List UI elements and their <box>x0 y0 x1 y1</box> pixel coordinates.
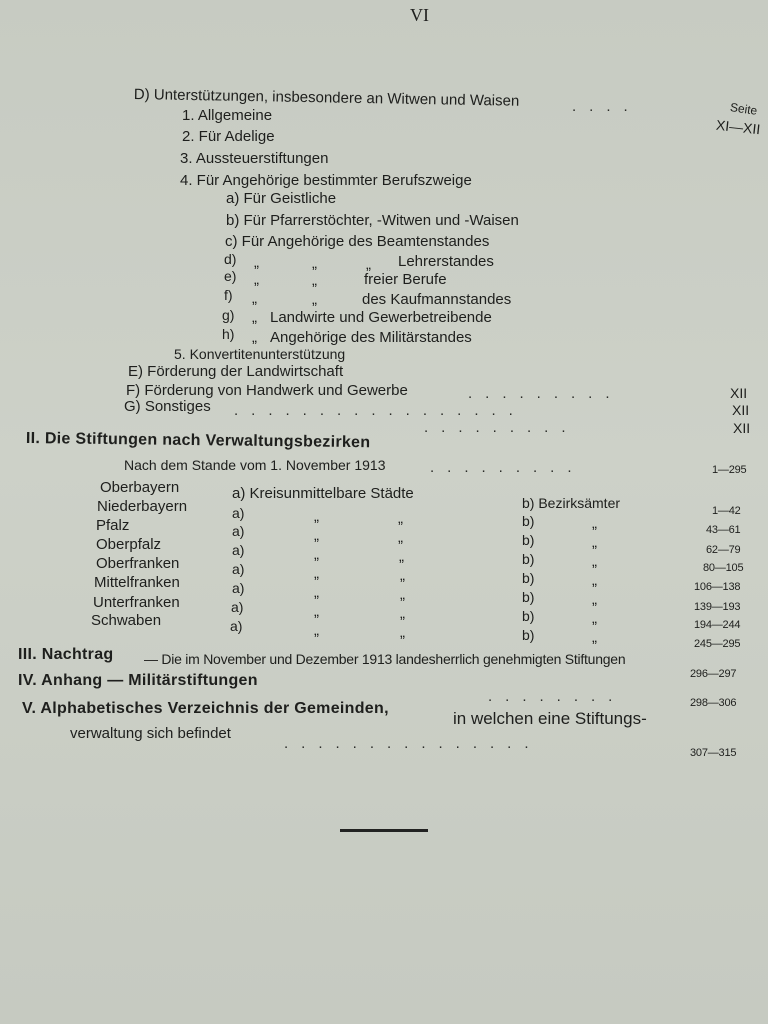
column-a-label: a) <box>232 542 245 558</box>
ditto-mark: „ <box>592 572 597 589</box>
ditto-mark: „ <box>400 605 405 622</box>
ditto-mark: „ <box>254 254 259 271</box>
column-b-label: b) <box>522 589 535 605</box>
ditto-mark: „ <box>254 271 259 288</box>
section-g-pages: XII <box>732 402 750 418</box>
column-b-label: b) <box>522 513 535 529</box>
district-name: Mittelfranken <box>94 574 180 591</box>
leader-dots: ......... <box>424 419 579 436</box>
toc-item: 3. Aussteuerstiftungen <box>180 150 329 167</box>
column-a-label: a) <box>230 618 243 634</box>
section-ii-title: II. Die Stiftungen nach Verwaltungsbezirken <box>25 430 371 452</box>
leader-dots: ................. <box>234 402 526 419</box>
toc-subitem: c) Für Angehörige des Beamtenstandes <box>225 233 490 250</box>
ditto-mark: „ <box>314 584 319 601</box>
toc-subitem: a) Für Geistliche <box>226 190 337 207</box>
subitem-label: g) <box>222 307 235 323</box>
district-name: Unterfranken <box>93 594 180 611</box>
district-name: Pfalz <box>96 517 130 534</box>
column-b-label: b) <box>522 551 535 567</box>
column-a-label: a) <box>232 580 245 596</box>
district-pages: 62—79 <box>706 544 741 556</box>
district-pages: 1—42 <box>712 505 741 517</box>
ditto-mark: „ <box>312 255 317 272</box>
ditto-mark: „ <box>314 565 319 582</box>
district-name: Oberbayern <box>100 479 180 496</box>
toc-subitem-text: des Kaufmannstandes <box>362 291 512 308</box>
section-f-pages: XII <box>730 385 748 401</box>
ditto-mark: „ <box>366 256 371 273</box>
district-pages: 106—138 <box>694 581 741 593</box>
ditto-mark: „ <box>399 548 404 565</box>
column-b-label: b) <box>522 532 535 548</box>
column-a-label: a) <box>232 561 245 577</box>
section-ii-pages: 1—295 <box>712 464 747 476</box>
section-iii-text: — Die im November und Dezember 1913 landesherrlich genehmigten Stiftungen <box>144 651 626 667</box>
subitem-label: f) <box>224 287 233 303</box>
subitem-label: d) <box>224 251 237 267</box>
district-name: Oberpfalz <box>96 536 162 553</box>
page-number: VI <box>410 5 429 25</box>
leader-dots: ......... <box>430 459 585 476</box>
ditto-mark: „ <box>398 529 403 546</box>
section-v-text-continued: verwaltung sich befindet <box>70 725 231 742</box>
seite-label: Seite <box>729 100 759 118</box>
ditto-mark: „ <box>252 309 257 326</box>
ditto-mark: „ <box>592 629 597 646</box>
district-pages: 43—61 <box>706 524 741 536</box>
ditto-mark: „ <box>398 510 403 527</box>
toc-subitem-text: freier Berufe <box>364 271 447 288</box>
section-v-text: in welchen eine Stiftungs- <box>453 709 647 728</box>
column-b-header: b) Bezirksämter <box>522 495 621 511</box>
ditto-mark: „ <box>592 553 597 570</box>
leader-dots: .... <box>572 98 641 115</box>
toc-item: 2. Für Adelige <box>182 128 275 145</box>
section-g-title: G) Sonstiges <box>124 398 211 415</box>
column-b-label: b) <box>522 570 535 586</box>
leader-dots: ............... <box>284 735 542 752</box>
ditto-mark: „ <box>252 329 257 346</box>
ditto-mark: „ <box>592 515 597 532</box>
district-name: Oberfranken <box>96 555 180 572</box>
ditto-mark: „ <box>252 290 257 307</box>
toc-subitem: b) Für Pfarrerstöchter, -Witwen und -Waisen <box>226 212 519 229</box>
toc-item: 5. Konvertitenunterstützung <box>174 346 346 362</box>
column-a-label: a) <box>232 505 245 521</box>
section-g-pages-extra: XII <box>733 420 751 436</box>
column-a-header: a) Kreisunmittelbare Städte <box>232 485 414 502</box>
district-pages: 194—244 <box>694 619 741 631</box>
ditto-mark: „ <box>592 591 597 608</box>
section-d-title: D) Unterstützungen, insbesondere an Witwen und Waisen <box>133 86 520 110</box>
ditto-mark: „ <box>400 624 405 641</box>
ditto-mark: „ <box>400 567 405 584</box>
ditto-mark: „ <box>314 527 319 544</box>
section-f-title: F) Förderung von Handwerk und Gewerbe <box>126 382 408 399</box>
section-v-pages: 307—315 <box>690 747 737 759</box>
toc-item: 4. Für Angehörige bestimmter Berufszweige <box>180 172 472 189</box>
subitem-label: e) <box>224 268 237 284</box>
ditto-mark: „ <box>312 272 317 289</box>
section-iii-label: III. Nachtrag <box>18 646 114 663</box>
ditto-mark: „ <box>314 603 319 620</box>
subitem-label: h) <box>222 326 235 342</box>
district-pages: 80—105 <box>703 562 744 574</box>
toc-subitem-text: Landwirte und Gewerbetreibende <box>270 309 492 326</box>
ditto-mark: „ <box>592 610 597 627</box>
section-d-pages: XI—XII <box>715 116 762 138</box>
toc-subitem-text: Angehörige des Militärstandes <box>270 329 472 346</box>
section-iv-pages: 298—306 <box>690 697 737 709</box>
section-ii-subtitle: Nach dem Stande vom 1. November 1913 <box>124 457 386 473</box>
ditto-mark: „ <box>314 508 319 525</box>
toc-item: 1. Allgemeine <box>182 107 273 124</box>
ditto-mark: „ <box>314 622 319 639</box>
district-pages: 139—193 <box>694 601 741 613</box>
section-iv-label: IV. Anhang — Militärstiftungen <box>18 672 258 689</box>
column-b-label: b) <box>522 608 535 624</box>
leader-dots: ........ <box>488 688 626 705</box>
leader-dots: ......... <box>468 385 623 402</box>
column-b-label: b) <box>522 627 535 643</box>
district-name: Niederbayern <box>97 498 188 515</box>
ditto-mark: „ <box>400 586 405 603</box>
ditto-mark: „ <box>312 291 317 308</box>
district-name: Schwaben <box>91 612 162 629</box>
section-v-label: V. Alphabetisches Verzeichnis der Gemeinden, <box>22 700 389 717</box>
section-e-title: E) Förderung der Landwirtschaft <box>128 363 344 380</box>
column-a-label: a) <box>231 599 244 615</box>
section-iii-pages: 296—297 <box>690 668 737 680</box>
closing-rule <box>340 829 428 832</box>
ditto-mark: „ <box>592 534 597 551</box>
ditto-mark: „ <box>314 546 319 563</box>
toc-subitem-text: Lehrerstandes <box>398 253 494 270</box>
district-pages-last: 245—295 <box>694 638 741 650</box>
column-a-label: a) <box>232 523 245 539</box>
